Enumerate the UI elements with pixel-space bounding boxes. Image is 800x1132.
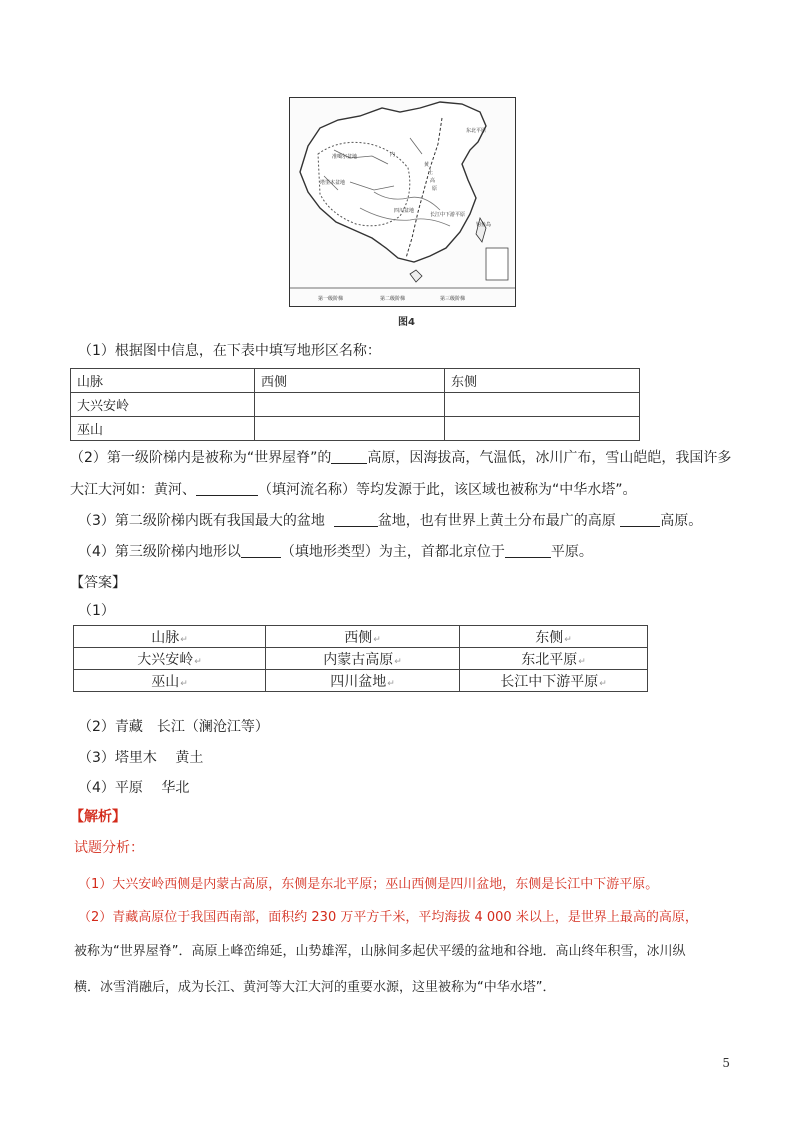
answer-cell [460, 626, 648, 648]
map-label-6: 原 [432, 186, 438, 192]
table-cell-mountain: 巫山 [71, 417, 255, 441]
answer-cell [266, 670, 460, 692]
china-terrain-map-figure [289, 97, 516, 307]
hainan-island [410, 270, 422, 282]
fill-blank-basin[interactable] [334, 512, 378, 527]
return-mark-icon: ↵ [194, 656, 202, 667]
map-label-3: 黄 [424, 162, 430, 168]
table-header-west: 西侧 [255, 369, 445, 393]
answer-cell [266, 626, 460, 648]
return-mark-icon: ↵ [394, 656, 402, 667]
return-mark-icon: ↵ [387, 678, 395, 689]
answer-cell-text: 四川盆地 [330, 673, 387, 690]
step-label-2: 第二级阶梯 [380, 296, 406, 302]
fill-blank-river[interactable] [196, 481, 258, 496]
analysis-line-4: 横．冰雪消融后，成为长江、黄河等大江大河的重要水源，这里被称为“中华水塔”． [74, 980, 556, 995]
table-blank-cell[interactable] [255, 417, 445, 441]
map-label-2: 内 [390, 152, 396, 158]
answer-cell [266, 648, 460, 670]
map-label-1: 塔里木盆地 [320, 180, 346, 186]
map-label-8: 四川盆地 [394, 208, 415, 214]
answer-part-4: （4）平原 华北 [78, 780, 190, 796]
question-3-text-b: 盆地，也有世界上黄土分布最广的高原 [377, 513, 616, 529]
map-label-9: 长江中下游平原 [430, 212, 466, 218]
question-2-text-d: （填河流名称）等均发源于此，该区域也被称为“中华水塔”。 [258, 482, 637, 498]
map-label-5: 高 [430, 178, 436, 184]
question-2-line-2 [70, 481, 637, 499]
figure-caption: 图4 [398, 317, 415, 328]
question-2-line-1 [70, 449, 731, 467]
answer-cell-text: 东北平原 [521, 651, 578, 668]
table-row [74, 670, 648, 692]
answer-part-1: （1） [78, 603, 115, 619]
analysis-title: 【解析】 [70, 809, 126, 825]
map-label-4: 土 [428, 170, 434, 176]
fill-blank-plateau[interactable] [331, 449, 367, 464]
page-number: 5 [722, 1056, 730, 1070]
south-china-sea-inset [486, 248, 508, 280]
question-table [70, 368, 640, 441]
answer-cell [74, 626, 266, 648]
analysis-line-1: （1）大兴安岭西侧是内蒙古高原，东侧是东北平原；巫山西侧是四川盆地，东侧是长江中下游平原。 [78, 877, 659, 892]
question-1-text: （1）根据图中信息，在下表中填写地形区名称： [78, 343, 381, 359]
map-label-0: 准噶尔盆地 [332, 154, 358, 160]
answer-cell [460, 648, 648, 670]
return-mark-icon: ↵ [180, 678, 188, 689]
table-blank-cell[interactable] [255, 393, 445, 417]
question-3-text-c: 高原。 [660, 513, 703, 529]
return-mark-icon: ↵ [564, 634, 572, 645]
answer-cell [74, 670, 266, 692]
table-blank-cell[interactable] [445, 393, 640, 417]
map-label-7: 东北平原 [466, 128, 487, 134]
analysis-line-2: （2）青藏高原位于我国西南部，面积约 230 万平方千米，平均海拔 4 000 米以上，是世界上最高的高原， [78, 910, 698, 925]
answer-cell-text: 西侧 [344, 629, 373, 646]
answer-cell-text: 巫山 [151, 673, 180, 690]
answer-cell-text: 山脉 [151, 629, 180, 646]
table-cell-mountain: 大兴安岭 [71, 393, 255, 417]
answer-table [73, 625, 648, 692]
answer-cell-text: 东侧 [535, 629, 564, 646]
question-3-line [78, 512, 702, 530]
answer-cell-text: 内蒙古高原 [323, 651, 394, 668]
step-label-1: 第一级阶梯 [318, 296, 344, 302]
return-mark-icon: ↵ [180, 634, 188, 645]
table-header-mountain: 山脉 [71, 369, 255, 393]
table-row [71, 369, 640, 393]
return-mark-icon: ↵ [578, 656, 586, 667]
answer-cell-text: 长江中下游平原 [500, 673, 599, 690]
question-2-text-b: 高原，因海拔高，气温低，冰川广布，雪山皑皑，我国许多 [367, 450, 732, 466]
map-label-10: 钓鱼岛 [476, 222, 492, 228]
question-2-text-c: 大江大河如：黄河、 [70, 482, 196, 498]
table-header-east: 东侧 [445, 369, 640, 393]
fill-blank-terrain-type[interactable] [241, 543, 281, 558]
question-4-text-b: （填地形类型）为主，首都北京位于 [280, 544, 505, 560]
question-4-line [78, 543, 593, 561]
answer-part-2: （2）青藏 长江（澜沧江等） [78, 719, 269, 735]
question-2-text-a: （2）第一级阶梯内是被称为“世界屋脊”的 [70, 450, 332, 466]
answer-cell [460, 670, 648, 692]
answer-cell-text: 大兴安岭 [137, 651, 194, 668]
step-label-3: 第三级阶梯 [440, 296, 466, 302]
table-row [74, 648, 648, 670]
answer-part-3: （3）塔里木 黄土 [78, 750, 204, 766]
question-4-text-a: （4）第三级阶梯内地形以 [78, 544, 241, 560]
fill-blank-plain[interactable] [505, 543, 551, 558]
table-blank-cell[interactable] [445, 417, 640, 441]
china-map-drawing [290, 98, 515, 306]
analysis-subtitle: 试题分析： [74, 840, 144, 856]
fill-blank-loess-plateau[interactable] [620, 512, 660, 527]
question-4-text-c: 平原。 [550, 544, 593, 560]
return-mark-icon: ↵ [373, 634, 381, 645]
return-mark-icon: ↵ [599, 678, 607, 689]
answer-cell [74, 648, 266, 670]
table-row [71, 393, 640, 417]
table-row [71, 417, 640, 441]
table-row [74, 626, 648, 648]
answer-title: 【答案】 [70, 575, 126, 591]
question-3-text-a: （3）第二级阶梯内既有我国最大的盆地 [78, 513, 325, 529]
analysis-line-3: 被称为“世界屋脊”．高原上峰峦绵延，山势雄浑，山脉间多起伏平缓的盆地和谷地．高山终年积雪，冰川纵 [74, 944, 686, 959]
